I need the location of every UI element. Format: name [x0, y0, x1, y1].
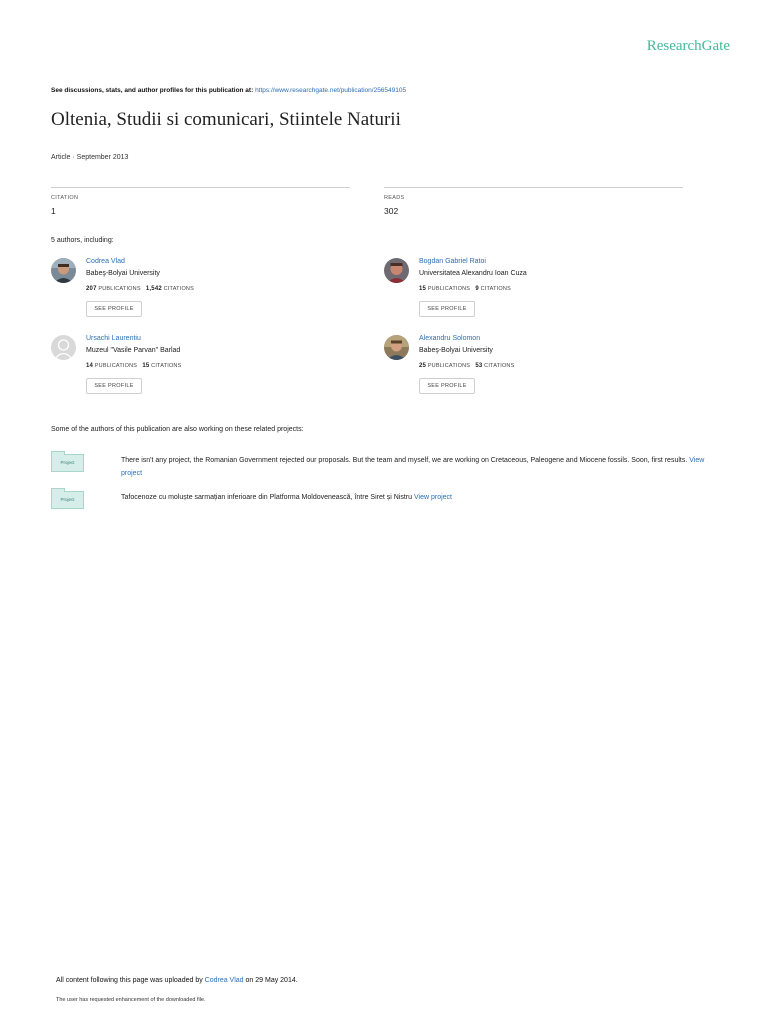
project-item: [51, 454, 705, 480]
project-text: There isn't any project, the Romanian Government rejected our proposals. But the team and myself, we are working on Cretaceous, Paleogene and Miocene fossils. Soon, first results.: [121, 457, 688, 464]
footer-suffix: on 29 May 2014.: [243, 977, 298, 984]
see-profile-button[interactable]: SEE PROFILE: [86, 301, 142, 317]
citations-count: 53: [475, 363, 483, 369]
reads-label: READS: [384, 195, 405, 201]
publication-url-link[interactable]: https://www.researchgate.net/publication/256549105: [255, 87, 407, 94]
author-name-link[interactable]: Bogdan Gabriel Ratoi: [419, 258, 486, 265]
researchgate-logo[interactable]: ResearchGate: [646, 38, 730, 54]
author-stats: [86, 286, 194, 292]
author-card: [51, 335, 351, 405]
see-profile-button[interactable]: SEE PROFILE: [86, 378, 142, 394]
author-affiliation: Babeş-Bolyai University: [419, 347, 493, 354]
project-description: [121, 491, 706, 504]
author-stats: [86, 363, 181, 369]
reads-divider: [384, 187, 683, 188]
author-stats: [419, 286, 511, 292]
project-text: Tafocenoze cu moluște sarmațian inferioare din Platforma Moldovenească, între Siret și Nistru: [121, 494, 413, 501]
publications-count: 207: [86, 286, 97, 292]
citations-count: 15: [142, 363, 150, 369]
citation-value: 1: [51, 206, 56, 216]
related-projects-heading: Some of the authors of this publication are also working on these related projects:: [51, 426, 304, 433]
publications-label: PUBLICATIONS: [94, 363, 138, 369]
publications-count: 25: [419, 363, 427, 369]
authors-heading: 5 authors, including:: [51, 237, 114, 244]
project-folder-icon[interactable]: Project: [51, 454, 84, 472]
avatar-placeholder-icon[interactable]: [51, 335, 76, 360]
author-card: [51, 258, 351, 328]
citations-label: CITATIONS: [151, 363, 182, 369]
author-affiliation: Babeş-Bolyai University: [86, 270, 160, 277]
citations-count: 9: [475, 286, 479, 292]
project-description: [121, 454, 706, 480]
author-stats: [419, 363, 514, 369]
author-affiliation: Universitatea Alexandru Ioan Cuza: [419, 270, 527, 277]
author-card: [384, 258, 684, 328]
view-project-link[interactable]: View project: [413, 494, 452, 501]
discussion-prefix: See discussions, stats, and author profiles for this publication at:: [51, 87, 256, 94]
view-project-link[interactable]: View project: [121, 457, 705, 477]
author-affiliation: Muzeul "Vasile Parvan" Barlad: [86, 347, 181, 354]
publications-label: PUBLICATIONS: [98, 286, 141, 292]
footer-prefix: All content following this page was uploaded by: [56, 977, 205, 984]
project-folder-icon[interactable]: Project: [51, 491, 84, 509]
author-name-link[interactable]: Alexandru Solomon: [419, 335, 481, 342]
publications-count: 15: [419, 286, 427, 292]
publication-title: Oltenia, Studii si comunicari, Stiintele Naturii: [51, 109, 401, 130]
project-item: [51, 491, 701, 509]
publications-count: 14: [86, 363, 94, 369]
publications-label: PUBLICATIONS: [427, 363, 471, 369]
uploader-link[interactable]: Codrea Vlad: [204, 977, 244, 984]
citations-count: 1,542: [145, 286, 162, 292]
avatar-photo[interactable]: [384, 258, 409, 283]
citation-label: CITATION: [51, 195, 79, 201]
see-profile-button[interactable]: SEE PROFILE: [419, 301, 475, 317]
reads-value: 302: [384, 206, 399, 216]
citation-divider: [51, 187, 350, 188]
citations-label: CITATIONS: [163, 286, 194, 292]
publications-label: PUBLICATIONS: [427, 286, 471, 292]
author-name-link[interactable]: Codrea Vlad: [86, 258, 125, 265]
see-profile-button[interactable]: SEE PROFILE: [419, 378, 475, 394]
enhancement-note: The user has requested enhancement of the downloaded file.: [56, 997, 206, 1003]
author-name-link[interactable]: Ursachi Laurentiu: [86, 335, 141, 342]
citations-label: CITATIONS: [484, 363, 515, 369]
avatar-photo[interactable]: [51, 258, 76, 283]
upload-footer: [56, 977, 298, 984]
avatar-photo[interactable]: [384, 335, 409, 360]
publication-meta: Article · September 2013: [51, 154, 129, 161]
author-card: [384, 335, 684, 405]
citations-label: CITATIONS: [480, 286, 511, 292]
discussion-line: [51, 87, 406, 94]
